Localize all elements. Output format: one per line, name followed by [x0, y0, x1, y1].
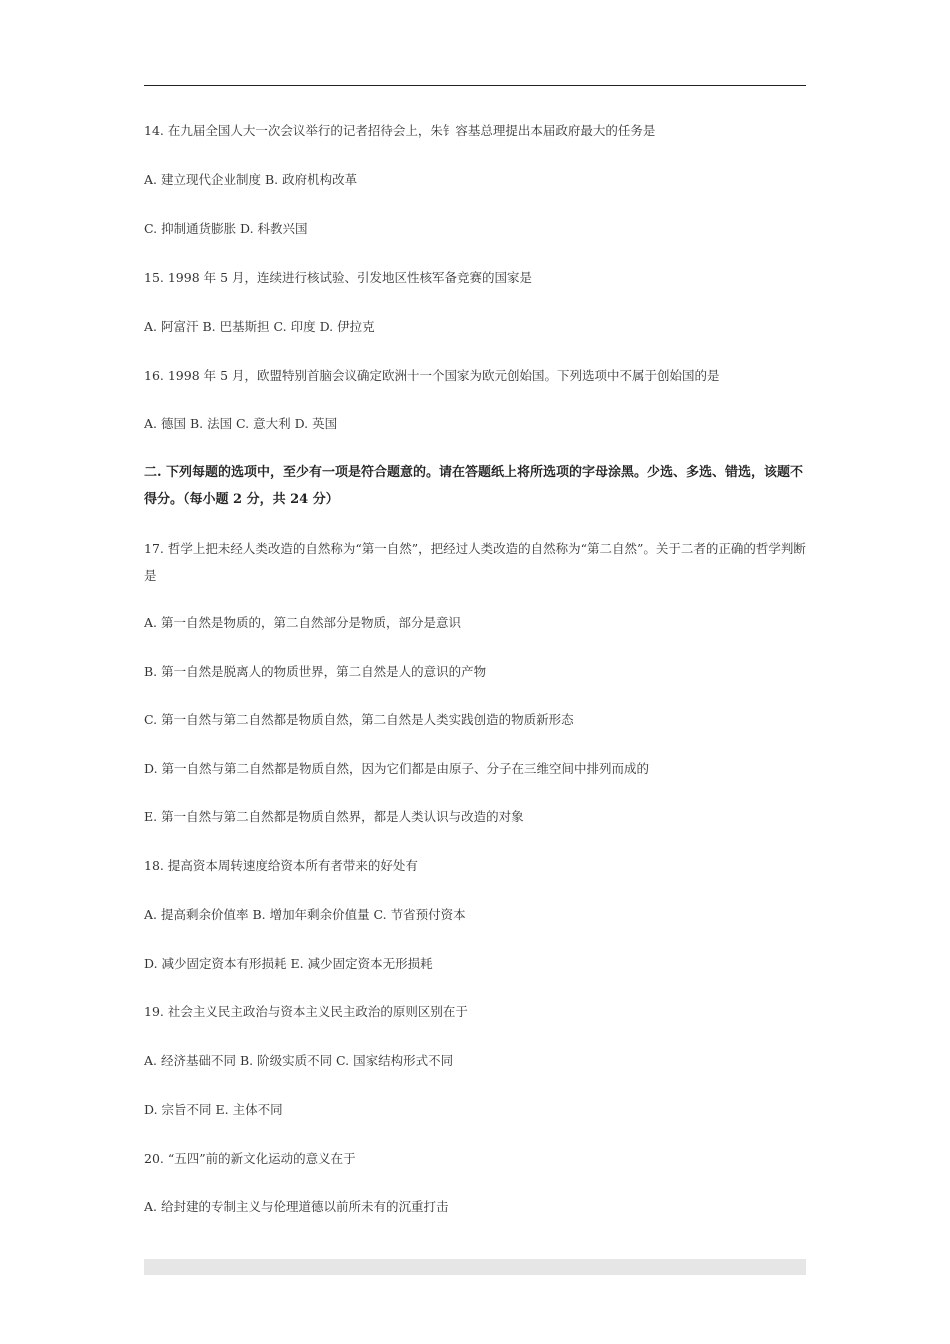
question-20-option-a: A. 给封建的专制主义与伦理道德以前所未有的沉重打击 [144, 1199, 449, 1214]
question-17-option-c: C. 第一自然与第二自然都是物质自然，第二自然是人类实践创造的物质新形态 [144, 712, 574, 727]
question-17-option-d: D. 第一自然与第二自然都是物质自然，因为它们都是由原子、分子在三维空间中排列而成的 [144, 761, 650, 776]
question-17-stem: 17. 哲学上把未经人类改造的自然称为“第一自然”，把经过人类改造的自然称为“第二自然”。关于二者的正确的哲学判断是 [144, 541, 806, 583]
question-16-options: A. 德国 B. 法国 C. 意大利 D. 英国 [144, 416, 338, 431]
question-20-stem: 20. “五四”前的新文化运动的意义在于 [144, 1151, 356, 1166]
question-15-stem: 15. 1998 年 5 月，连续进行核试验、引发地区性核军备竞赛的国家是 [144, 270, 533, 285]
question-17-option-b: B. 第一自然是脱离人的物质世界，第二自然是人的意识的产物 [144, 664, 487, 679]
question-17-option-a: A. 第一自然是物质的，第二自然部分是物质，部分是意识 [144, 615, 461, 630]
question-17-option-e: E. 第一自然与第二自然都是物质自然界，都是人类认识与改造的对象 [144, 809, 524, 824]
question-16-stem: 16. 1998 年 5 月，欧盟特别首脑会议确定欧洲十一个国家为欧元创始国。下列选项中不属于创始国的是 [144, 368, 720, 383]
question-14-options-cd: C. 抑制通货膨胀 D. 科教兴国 [144, 221, 308, 236]
question-19-options-de: D. 宗旨不同 E. 主体不同 [144, 1102, 283, 1117]
footer-bar [144, 1259, 806, 1275]
question-19-stem: 19. 社会主义民主政治与资本主义民主政治的原则区别在于 [144, 1004, 468, 1019]
question-15-options: A. 阿富汗 B. 巴基斯担 C. 印度 D. 伊拉克 [144, 319, 375, 334]
question-14-stem: 14. 在九届全国人大一次会议举行的记者招待会上，朱钅容基总理提出本届政府最大的任务是 [144, 123, 656, 138]
question-19-options-abc: A. 经济基础不同 B. 阶级实质不同 C. 国家结构形式不同 [144, 1053, 454, 1068]
question-14-options-ab: A. 建立现代企业制度 B. 政府机构改革 [144, 172, 358, 187]
question-18-options-de: D. 减少固定资本有形损耗 E. 减少固定资本无形损耗 [144, 956, 433, 971]
header-rule [144, 85, 806, 86]
section-2-heading: 二. 下列每题的选项中，至少有一项是符合题意的。请在答题纸上将所选项的字母涂黑。少选、多选、错选，该题不得分。（每小题 2 分，共 24 分） [144, 465, 804, 507]
question-18-options-abc: A. 提高剩余价值率 B. 增加年剩余价值量 C. 节省预付资本 [144, 907, 466, 922]
question-18-stem: 18. 提高资本周转速度给资本所有者带来的好处有 [144, 858, 418, 873]
